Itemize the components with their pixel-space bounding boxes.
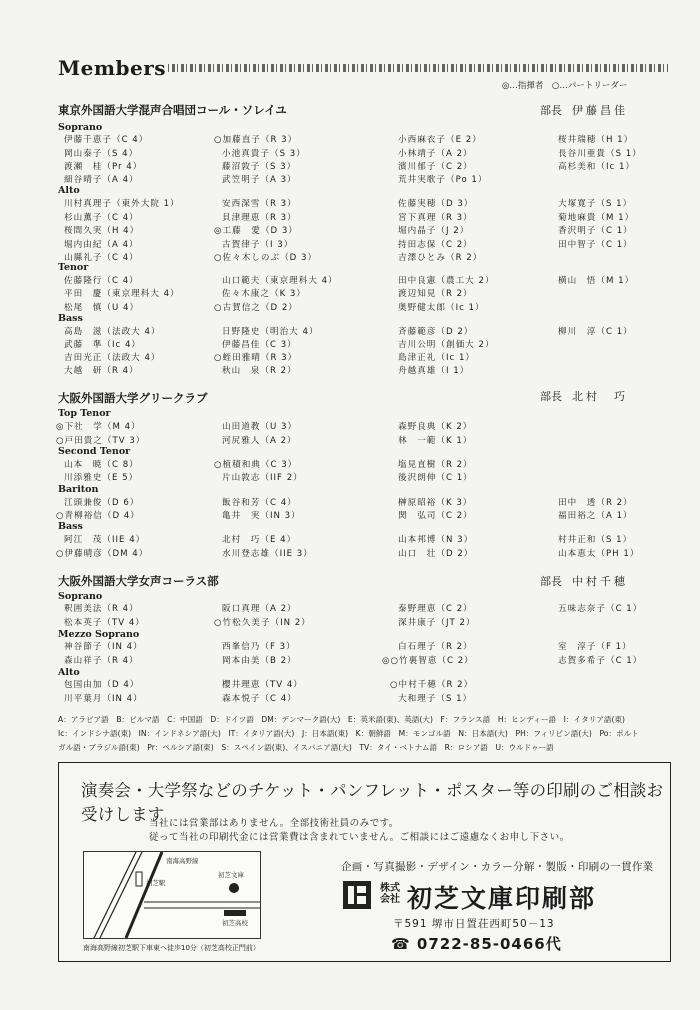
- member-entry: [56, 420, 141, 432]
- member-entry: [64, 274, 139, 286]
- member-entry: [222, 147, 306, 159]
- member-entry: [64, 338, 141, 350]
- member-entry: [398, 338, 495, 350]
- member-name: 山縣礼子（C 4）: [64, 253, 139, 263]
- member-entry: [398, 434, 472, 446]
- advertisement: [58, 762, 671, 962]
- member-name: 森山祥子（R 4）: [64, 656, 139, 666]
- member-name: 大塚寛子（S 1）: [558, 199, 633, 209]
- member-name: 林 一範（K 1）: [398, 436, 473, 446]
- member-entry: [222, 173, 297, 185]
- member-entry: [64, 197, 180, 209]
- member-name: 伊藤千恵子（C 4）: [64, 135, 149, 145]
- member-name: 山田道教（U 3）: [222, 422, 298, 432]
- member-name: 竹松久美子（IN 2）: [222, 618, 311, 628]
- member-entry: [64, 133, 148, 145]
- member-entry: [222, 533, 296, 545]
- member-name: 杉山薫子（C 4）: [64, 213, 139, 223]
- member-name: 佐藤隆行（C 4）: [64, 276, 139, 286]
- member-entry: [214, 616, 311, 628]
- member-entry: [398, 616, 476, 628]
- role-marker: ○: [214, 618, 223, 628]
- member-entry: [558, 640, 632, 652]
- member-name: 伊藤昌佳（C 3）: [222, 340, 297, 350]
- member-name: 渡瀬 桂（Pr 4）: [64, 162, 143, 172]
- member-entry: [64, 616, 145, 628]
- member-name: 山本恵太（PH 1）: [558, 549, 640, 559]
- member-entry: [222, 692, 297, 704]
- member-name: 田中智子（C 1）: [558, 240, 633, 250]
- member-name: 関 弘司（C 2）: [398, 511, 473, 521]
- member-name: 舟越真雄（I 1）: [398, 366, 470, 376]
- member-name: 香沢明子（C 1）: [558, 226, 633, 236]
- member-name: 五味志奈子（C 1）: [558, 604, 643, 614]
- member-entry: [222, 338, 297, 350]
- company-phone: ☎ 0722-85-0466代: [391, 935, 562, 953]
- role-marker: ◎: [56, 422, 65, 432]
- member-entry: [558, 325, 633, 337]
- member-name: 包国由加（D 4）: [64, 680, 140, 690]
- member-entry: [56, 434, 145, 446]
- member-name: 植積和典（C 3）: [222, 460, 298, 470]
- member-name: 川平葉月（IN 4）: [64, 694, 143, 704]
- member-entry: [558, 602, 642, 614]
- member-name: 柳川 淳（C 1）: [558, 327, 633, 337]
- member-name: 平田 慶（東京理科大 4）: [64, 289, 180, 299]
- member-entry: [64, 351, 161, 363]
- role-marker: ○: [214, 135, 223, 145]
- member-entry: [64, 364, 139, 376]
- member-name: 堀内晶子（J 2）: [398, 226, 470, 236]
- member-name: 吉川公明（創価大 2）: [398, 340, 495, 350]
- member-entry: [222, 274, 338, 286]
- member-name: 北村 巧（E 4）: [222, 535, 297, 545]
- member-entry: [398, 211, 473, 223]
- member-name: 横山 悟（M 1）: [558, 276, 635, 286]
- member-name: 塩見直樹（R 2）: [398, 460, 473, 470]
- page-title: Members: [58, 56, 167, 80]
- member-name: 亀井 実（IN 3）: [222, 511, 301, 521]
- member-name: 飯谷和芳（C 4）: [222, 498, 297, 508]
- part-label-alto: Alto: [58, 185, 80, 196]
- member-entry: [64, 173, 139, 185]
- member-entry: [398, 147, 473, 159]
- member-name: 島津正礼（Ic 1）: [398, 353, 476, 363]
- member-name: 大越 研（R 4）: [64, 366, 139, 376]
- member-name: 松尾 慎（U 4）: [64, 303, 140, 313]
- member-name: 川村真理子（東外大院 1）: [64, 199, 180, 209]
- member-name: 川添雅史（E 5）: [64, 473, 139, 483]
- member-name: 田中 透（R 2）: [558, 498, 633, 508]
- member-entry: [64, 251, 139, 263]
- abbreviation-key: [58, 713, 668, 755]
- member-entry: [222, 678, 303, 690]
- map-label: 初芝文庫: [218, 871, 244, 879]
- member-entry: [222, 602, 297, 614]
- member-entry: [64, 238, 139, 250]
- member-entry: [558, 211, 634, 223]
- map-caption: 南海高野線初芝駅下車東へ徒歩10分（初芝高校正門前）: [83, 944, 260, 952]
- member-entry: [222, 197, 297, 209]
- location-map: [83, 851, 261, 939]
- member-entry: [398, 301, 485, 313]
- member-entry: [214, 251, 317, 263]
- member-entry: [64, 533, 145, 545]
- role-marker: ○: [214, 253, 223, 263]
- role-marker: ○: [214, 303, 223, 313]
- member-entry: [214, 301, 298, 313]
- member-entry: [398, 287, 473, 299]
- member-entry: [222, 654, 297, 666]
- part-label-bass: Bass: [58, 313, 83, 324]
- choir-title-tufs: 東京外国語大学混声合唱団コール・ソレイユ: [58, 103, 287, 117]
- part-label-top-tenor: Top Tenor: [58, 408, 111, 419]
- member-name: 加藤直子（R 3）: [222, 135, 298, 145]
- member-entry: [398, 533, 473, 545]
- member-entry: [398, 224, 469, 236]
- member-entry: [214, 224, 298, 236]
- member-name: 河尻雅人（A 2）: [222, 436, 297, 446]
- member-entry: [64, 301, 139, 313]
- member-name: 岡山泰子（S 4）: [64, 149, 139, 159]
- member-name: 工藤 愛（D 3）: [222, 226, 298, 236]
- member-entry: [558, 160, 635, 172]
- member-name: 古賀信之（D 2）: [222, 303, 298, 313]
- member-name: 深井康子（JT 2）: [398, 618, 476, 628]
- member-name: 山口 壮（D 2）: [398, 549, 474, 559]
- member-name: 渡辺知見（R 2）: [398, 289, 473, 299]
- member-name: 志賀多希子（C 1）: [558, 656, 643, 666]
- member-name: 戸田貴之（TV 3）: [64, 436, 146, 446]
- director-label: 部長: [540, 390, 562, 403]
- member-entry: [558, 274, 634, 286]
- member-name: 神谷節子（IN 4）: [64, 642, 143, 652]
- part-label-soprano: Soprano: [58, 591, 103, 602]
- member-entry: [398, 420, 472, 432]
- company-name: 初芝文庫印刷部: [407, 884, 597, 913]
- member-name: 桜井瑞穂（H 1）: [558, 135, 634, 145]
- member-name: 竹裏智恵（C 2）: [399, 656, 474, 666]
- member-name: 中村千穂（R 2）: [398, 680, 474, 690]
- member-name: 後沢朗伸（C 1）: [398, 473, 473, 483]
- member-entry: [222, 287, 306, 299]
- member-entry: [222, 509, 301, 521]
- member-name: 釈囲美法（R 4）: [64, 604, 139, 614]
- member-entry: [398, 692, 472, 704]
- member-name: 村井正和（S 1）: [558, 535, 633, 545]
- member-name: 貝津理恵（R 3）: [222, 213, 297, 223]
- map-label: 初芝高校: [222, 919, 248, 927]
- part-label-bass: Bass: [58, 521, 83, 532]
- member-entry: [64, 640, 143, 652]
- member-name: 小西麻衣子（E 2）: [398, 135, 482, 145]
- member-entry: [558, 547, 639, 559]
- director-osaka-glee: [540, 388, 628, 404]
- part-label-mezzo-soprano: Mezzo Soprano: [58, 629, 140, 640]
- member-entry: [222, 420, 297, 432]
- director-osaka-womens: [540, 573, 628, 589]
- member-name: 西峯信乃（F 3）: [222, 642, 296, 652]
- member-name: 松本英子（TV 4）: [64, 618, 145, 628]
- member-entry: [558, 496, 633, 508]
- member-entry: [398, 364, 469, 376]
- member-entry: [64, 602, 139, 614]
- logo-drawing: [342, 880, 372, 910]
- legend: ◎…指揮者 ○…パートリーダー: [502, 81, 628, 91]
- role-marker: ○: [214, 460, 223, 470]
- member-entry: [398, 197, 473, 209]
- member-entry: [398, 238, 473, 250]
- ad-note: 従って当社の印刷代金には営業費は含まれていません。ご相談にはご遠慮なくお申し下さい。: [149, 832, 570, 843]
- member-name: 武藤 準（Ic 4）: [64, 340, 142, 350]
- member-name: 秋山 泉（R 2）: [222, 366, 297, 376]
- member-name: 片山敦志（IIF 2）: [222, 473, 303, 483]
- role-marker: ○: [214, 353, 223, 363]
- abbreviation-line: Ic：インドシナ語(東) IN：インドネシア語(大) IT：イタリア語(大) J：日本語(東) K：朝鮮語 M：モンゴル語 N：日本語(大) PH：フィリピン語(大) Po：ポルト: [58, 729, 639, 738]
- company-address: 〒591 堺市日置荘西町50－13: [393, 918, 555, 930]
- member-name: 佐々木しのぶ（D 3）: [222, 253, 318, 263]
- member-name: 下社 学（M 4）: [64, 422, 141, 432]
- member-entry: [398, 509, 473, 521]
- member-entry: [64, 211, 139, 223]
- member-name: 泰野理恵（C 2）: [398, 604, 473, 614]
- member-entry: [558, 224, 633, 236]
- member-entry: [558, 509, 633, 521]
- member-name: 高杉美和（Ic 1）: [558, 162, 636, 172]
- member-name: 奥野健太郎（Ic 1）: [398, 303, 485, 313]
- member-name: 小林靖子（A 2）: [398, 149, 473, 159]
- member-entry: [222, 640, 296, 652]
- member-entry: [382, 654, 474, 666]
- director-tufs: [540, 102, 628, 118]
- director-label: 部長: [540, 104, 562, 117]
- member-entry: [222, 547, 313, 559]
- member-entry: [222, 364, 297, 376]
- member-entry: [398, 602, 473, 614]
- member-entry: [214, 351, 297, 363]
- title-decorative-rule: [168, 64, 668, 72]
- member-name: 細谷晴子（A 4）: [64, 175, 139, 185]
- director-label: 部長: [540, 575, 562, 588]
- member-entry: [398, 325, 473, 337]
- member-name: 古賀律子（I 3）: [222, 240, 294, 250]
- member-entry: [222, 211, 297, 223]
- member-entry: [64, 325, 161, 337]
- member-name: 水川登志雄（IIE 3）: [222, 549, 313, 559]
- member-entry: [558, 654, 642, 666]
- choir-title-osaka-glee: 大阪外国語大学グリークラブ: [58, 391, 208, 405]
- member-name: 安西深雪（R 3）: [222, 199, 297, 209]
- member-name: 高島 滋（法政大 4）: [64, 327, 161, 337]
- member-entry: [214, 458, 297, 470]
- part-label-second-tenor: Second Tenor: [58, 446, 131, 457]
- director-name: 中村千穂: [572, 575, 628, 588]
- map-label: 南海高野線: [166, 857, 199, 865]
- member-entry: [222, 160, 296, 172]
- member-entry: [398, 251, 482, 263]
- member-name: 吉澤ひとみ（R 2）: [398, 253, 483, 263]
- member-entry: [64, 471, 138, 483]
- part-label-bariton: Bariton: [58, 484, 99, 495]
- member-entry: [398, 458, 473, 470]
- member-name: 持田志保（C 2）: [398, 240, 473, 250]
- abbreviation-line: A：アラビア語 B：ビルマ語 C：中国語 D：ドイツ語 DM：デンマーク語(大) E：英米語(東)、英語(大) F：フランス語 H：ヒンディー語 I：イタリア語(東): [58, 715, 625, 724]
- role-marker: ○: [56, 511, 65, 521]
- member-name: 濱川郁子（C 2）: [398, 162, 473, 172]
- member-name: 山口範夫（東京理科大 4）: [222, 276, 338, 286]
- member-name: 堀内由紀（A 4）: [64, 240, 139, 250]
- member-entry: [398, 471, 473, 483]
- ad-note: 当社には営業部はありません。全部技術社員のみです。: [149, 818, 399, 829]
- member-name: 田中良憲（農工大 2）: [398, 276, 495, 286]
- role-marker: ○: [390, 680, 399, 690]
- member-entry: [222, 325, 319, 337]
- member-name: 櫻井理恵（TV 4）: [222, 680, 303, 690]
- part-label-tenor: Tenor: [58, 262, 89, 273]
- member-entry: [222, 471, 303, 483]
- member-entry: [398, 173, 488, 185]
- member-entry: [398, 351, 475, 363]
- member-name: 蛭田雅晴（R 3）: [222, 353, 298, 363]
- company-logo-icon: [342, 880, 372, 910]
- member-name: 長谷川亜貴（S 1）: [558, 149, 642, 159]
- member-name: 藤沼敦子（S 3）: [222, 162, 297, 172]
- member-name: 伊藤晴彦（DM 4）: [64, 549, 149, 559]
- member-entry: [214, 133, 297, 145]
- director-name: 伊藤昌佳: [572, 104, 628, 117]
- member-name: 福田裕之（A 1）: [558, 511, 633, 521]
- member-entry: [398, 133, 482, 145]
- member-entry: [64, 496, 139, 508]
- member-entry: [390, 678, 473, 690]
- member-entry: [64, 224, 139, 236]
- member-entry: [558, 238, 633, 250]
- member-name: 菊地麻貴（M 1）: [558, 213, 635, 223]
- part-label-alto: Alto: [58, 667, 80, 678]
- member-entry: [558, 147, 642, 159]
- member-name: 荒井実歌子（Po 1）: [398, 175, 488, 185]
- member-name: 大和理子（S 1）: [398, 694, 473, 704]
- member-entry: [64, 692, 143, 704]
- director-name: 北村 巧: [572, 390, 628, 403]
- member-name: 宮下真理（R 3）: [398, 213, 473, 223]
- member-name: 桜間久実（H 4）: [64, 226, 140, 236]
- member-entry: [56, 547, 148, 559]
- ad-services: 企画・写真撮影・デザイン・カラー分解・製版・印刷の一貫作業: [341, 861, 654, 873]
- member-entry: [64, 287, 180, 299]
- member-name: 日野隆史（明治大 4）: [222, 327, 319, 337]
- member-name: 森本悦子（C 4）: [222, 694, 297, 704]
- member-name: 阿江 茂（IIE 4）: [64, 535, 146, 545]
- member-name: 斉藤範彦（D 2）: [398, 327, 474, 337]
- member-name: 佐藤実穂（D 3）: [398, 199, 474, 209]
- member-name: 武笠明子（A 3）: [222, 175, 297, 185]
- member-name: 吉田光正（法政大 4）: [64, 353, 161, 363]
- member-name: 江頭兼俊（D 6）: [64, 498, 140, 508]
- member-name: 室 淳子（F 1）: [558, 642, 632, 652]
- member-name: 阪口真理（A 2）: [222, 604, 297, 614]
- member-entry: [56, 509, 140, 521]
- map-label: 初芝駅: [146, 879, 166, 887]
- member-name: 岡本由美（B 2）: [222, 656, 297, 666]
- member-entry: [398, 640, 473, 652]
- member-entry: [64, 654, 139, 666]
- member-entry: [64, 160, 142, 172]
- member-name: 森野良典（K 2）: [398, 422, 473, 432]
- role-marker: ○: [56, 436, 65, 446]
- company-type: 株式会社: [380, 883, 400, 905]
- role-marker: ◎: [214, 226, 223, 236]
- role-marker: ○: [56, 549, 65, 559]
- member-entry: [398, 496, 472, 508]
- ad-headline: 演奏会・大学祭などのチケット・パンフレット・ポスター等の印刷のご相談お受けします: [81, 781, 664, 824]
- member-entry: [222, 496, 297, 508]
- abbreviation-line: ガル語・ブラジル語(東) Pr：ペルシア語(東) S：スペイン語(東)、イスパニア語(大) TV：タイ・ベトナム語 R：ロシア語 U：ウルドゥー語: [58, 743, 554, 752]
- member-name: 白石理子（R 2）: [398, 642, 473, 652]
- choir-title-osaka-womens: 大阪外国語大学女声コーラス部: [58, 574, 219, 588]
- member-name: 佐々木康之（K 3）: [222, 289, 306, 299]
- member-entry: [222, 238, 293, 250]
- member-entry: [222, 434, 297, 446]
- member-name: 青柳裕信（D 4）: [64, 511, 140, 521]
- member-entry: [558, 533, 632, 545]
- member-entry: [398, 160, 473, 172]
- member-name: 山本邦博（N 3）: [398, 535, 474, 545]
- member-entry: [64, 678, 139, 690]
- member-name: 榊原昭裕（K 3）: [398, 498, 473, 508]
- part-label-soprano: Soprano: [58, 122, 103, 133]
- member-entry: [398, 274, 495, 286]
- member-entry: [398, 547, 473, 559]
- member-entry: [64, 147, 138, 159]
- member-entry: [64, 458, 139, 470]
- role-marker: ◎○: [382, 656, 399, 666]
- member-name: 小池真貴子（S 3）: [222, 149, 306, 159]
- member-entry: [558, 133, 633, 145]
- member-entry: [558, 197, 632, 209]
- member-name: 山本 暁（C 8）: [64, 460, 139, 470]
